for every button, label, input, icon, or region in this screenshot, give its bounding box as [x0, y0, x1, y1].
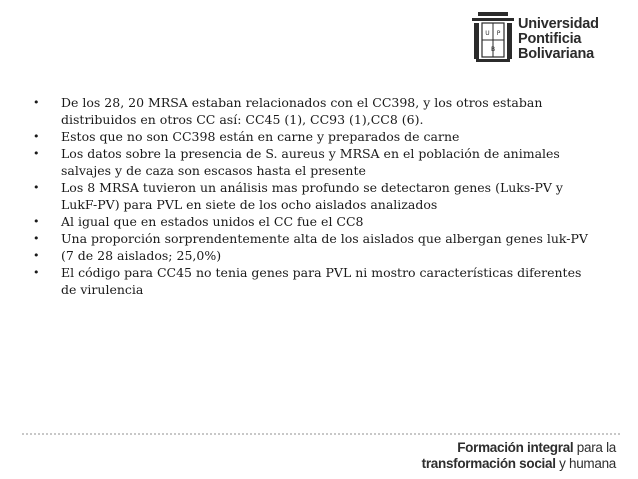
bullet-icon: •	[33, 147, 40, 160]
footer-divider	[22, 433, 620, 435]
bullet-text: De los 28, 20 MRSA estaban relacionados con el CC398, y los otros estaban distribuidos en otros CC así: CC45 (1), CC93 (1),CC8 (6).	[61, 95, 543, 127]
footer-tagline	[422, 440, 616, 472]
bullet-list	[33, 94, 593, 298]
list-item	[33, 213, 593, 230]
bullet-text: Una proporción sorprendentemente alta de los aislados que albergan genes luk-PV	[61, 231, 588, 246]
tagline-2-light: y humana	[555, 456, 616, 471]
list-item	[33, 230, 593, 247]
bullet-icon: •	[33, 249, 40, 262]
bullet-icon: •	[33, 96, 40, 109]
crest-letter-b: B	[490, 46, 496, 53]
logo-wordmark	[518, 17, 599, 62]
bullet-text: Los 8 MRSA tuvieron un análisis mas profundo se detectaron genes (Luks-PV y LukF-PV) para PVL en siete de los ocho aislados analizados	[61, 180, 563, 212]
tagline-line-2	[422, 456, 616, 472]
bullet-icon: •	[33, 130, 40, 143]
crest-letter-u: U	[485, 30, 490, 37]
logo-line-bolivariana: Bolivariana	[518, 46, 594, 62]
bullet-text: Los datos sobre la presencia de S. aureus y MRSA en el población de animales salvajes y de caza son escasos hasta el presente	[61, 146, 560, 178]
tagline-line-1	[422, 440, 616, 456]
list-item	[33, 247, 593, 264]
bullet-icon: •	[33, 266, 40, 279]
crest-letter-p: P	[496, 30, 501, 37]
crest-icon	[470, 10, 516, 64]
list-item	[33, 94, 593, 128]
list-item	[33, 264, 593, 298]
tagline-1-light: para la	[573, 440, 616, 455]
list-item	[33, 179, 593, 213]
bullet-icon: •	[33, 181, 40, 194]
list-item	[33, 145, 593, 179]
bullet-icon: •	[33, 232, 40, 245]
bullet-text: El código para CC45 no tenia genes para PVL ni mostro características diferentes de virulencia	[61, 265, 582, 297]
bullet-icon: •	[33, 215, 40, 228]
logo-line-universidad: Universidad	[518, 16, 599, 32]
tagline-1-bold: Formación integral	[457, 440, 574, 455]
bullet-text: Estos que no son CC398 están en carne y preparados de carne	[61, 129, 460, 144]
logo-line-pontificia: Pontificia	[518, 31, 582, 47]
list-item	[33, 128, 593, 145]
bullet-text: (7 de 28 aislados; 25,0%)	[61, 248, 222, 263]
bullet-text: Al igual que en estados unidos el CC fue el CC8	[61, 214, 364, 229]
tagline-2-bold: transformación social	[421, 456, 556, 471]
university-logo	[470, 10, 630, 66]
